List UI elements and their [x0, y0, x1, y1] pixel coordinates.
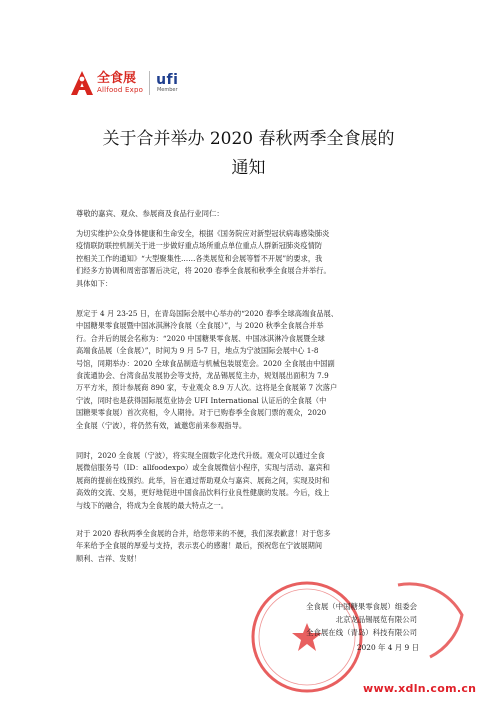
paragraph-line: 宁波，同时也是获得国际展览业协会 UFI International 认证后的全食展（中	[76, 395, 327, 405]
notice-title-line2: 通知	[231, 158, 266, 178]
ufi-wordmark: ufi	[156, 72, 179, 88]
logo-divider	[149, 71, 150, 95]
paragraph-line: 为切实维护公众身体健康和生命安全，根据《国务院应对新型冠状病毒感染肺炎	[76, 229, 330, 238]
brand-name-cn: 全食展	[97, 71, 137, 86]
paragraph-line: 同时，2020 全食展（宁波），将实现全面数字化迭代升级。观众可以通过全食	[76, 451, 325, 460]
paragraph-line: 原定于 4 月 23-25 日，在青岛国际会展中心举办的“2020 春季全球高端食品展、	[76, 309, 339, 318]
signature-line-1: 全食展（中国糖果零食展）组委会	[306, 602, 417, 611]
paragraph-line: 展微信服务号（ID：allfoodexpo）或全食展微信小程序，实现与活动、嘉宾和	[76, 463, 330, 473]
paragraph-line: 展商的提前在线预约。此举，旨在通过帮助观众与嘉宾、展商之间，实现及时和	[76, 475, 330, 485]
paragraph-line: 国糖果零食展）首次亮相，令人期待。对于已购春季全食展门票的观众，2020	[76, 408, 327, 418]
brand-name-en: Allfood	[97, 86, 123, 94]
header-logos	[70, 66, 178, 100]
paragraph-line: 全食展（宁波），将仍然有效，诚邀您前来参观指导。	[76, 420, 247, 430]
paragraph-2	[76, 308, 432, 432]
ufi-logo	[156, 73, 178, 93]
paragraph-line: 高端食品展（全食展）”，时间为 9 月 5-7 日，地点为宁波国际会展中心 1-8	[76, 346, 319, 356]
paragraph-3	[76, 450, 432, 512]
paragraph-line: 食流通协会、台湾食品发展协会等支持，龙品锡展览主办，规划展出面积为 7.9	[76, 371, 329, 381]
paragraph-line: 对于 2020 春秋两季全食展的合并，给您带来的不便，我们深表歉意！对于您多	[76, 529, 331, 538]
paragraph-line: 中国糖果零食展暨中国冰淇淋冷食展（全食展）”，与 2020 秋季全食展合并举	[76, 321, 324, 331]
brand-name-en-sub: Expo	[125, 86, 144, 94]
signature-line-3: 全食展在线（青岛）科技有限公司	[306, 628, 417, 637]
paragraph-line: 行。合并后的展会名称为：“2020 中国糖果零食展、中国冰淇淋冷食展暨全球	[76, 333, 325, 343]
site-watermark: www.xdln.com.cn	[363, 682, 477, 695]
paragraph-line: 们经多方协调和周密部署后决定，将 2020 春季全食展和秋季全食展合并举行。	[76, 266, 331, 276]
paragraph-line: 万平方米，预计参展商 890 家，专业观众 8.9 万人次。这将是全食展第 7 次落户	[76, 383, 338, 393]
salutation: 尊敬的嘉宾、观众、参展商及食品行业同仁：	[76, 209, 224, 218]
brand-wordmark	[97, 72, 143, 94]
signature-line-2: 北京龙品锡展览有限公司	[335, 615, 417, 624]
paragraph-4	[76, 528, 432, 565]
paragraph-line: 高效的交流、交易，更好地促进中国食品饮料行业良性健康的发展。今后，线上	[76, 488, 330, 498]
signature-date: 2020 年 4 月 9 日	[356, 643, 419, 652]
paragraph-line: 顺利、吉祥、发财！	[76, 553, 142, 563]
paragraph-line: 疫情联防联控机制关于进一步做好重点场所重点单位重点人群新冠肺炎疫情防	[76, 241, 323, 251]
paragraph-line: 号馆，同期举办：2020 全球食品制造与机械包装展览会。2020 全食展由中国副	[76, 358, 335, 368]
paragraph-line: 具体如下：	[76, 278, 113, 288]
allfood-logo-icon	[70, 70, 94, 96]
notice-title-line1: 关于合并举办 2020 春秋两季全食展的	[102, 129, 395, 149]
ufi-member-label: Member	[156, 87, 178, 93]
paragraph-line: 年来给予全食展的厚爱与支持，表示衷心的感谢！最后，预祝您在宁波展期间	[76, 541, 323, 551]
paragraph-1	[76, 228, 432, 290]
paragraph-line: 与线下的融合，将成为全食展的最大特点之一。	[76, 500, 228, 510]
paragraph-line: 控相关工作的通知》“大型聚集性……各类展览和会展等暂不开展”的要求，我	[76, 253, 323, 263]
